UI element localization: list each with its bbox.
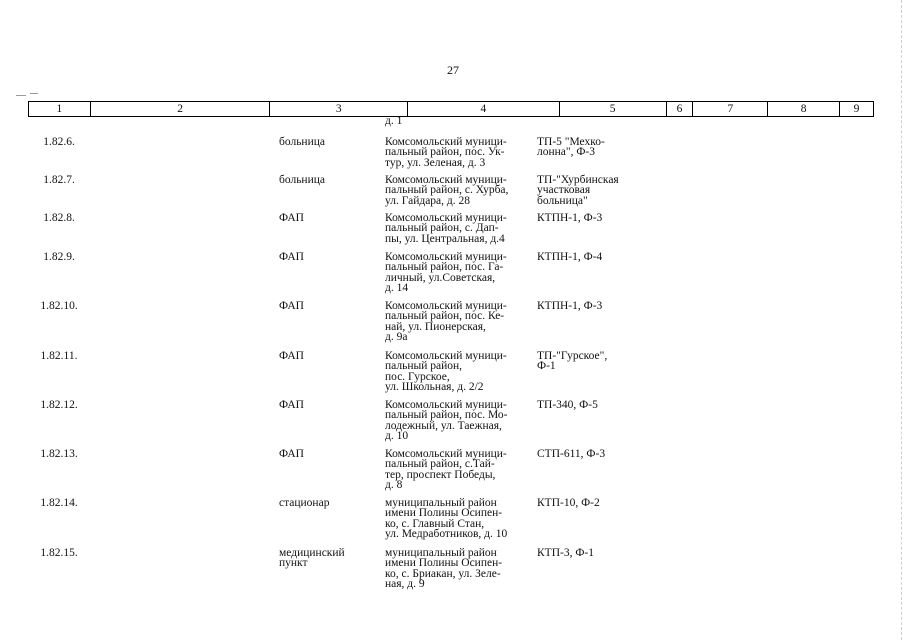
facility-type: медицинский пункт <box>279 547 345 570</box>
table-header-cell: 4 <box>408 102 560 116</box>
facility-address: Комсомольский муници- пальный район, с. Дап- пы, ул. Центральная, д.4 <box>385 212 507 245</box>
row-number: 1.82.10. <box>40 300 78 312</box>
row-number: 1.82.6. <box>43 136 75 148</box>
facility-address: муниципальный район имени Полины Осипен- ко, с. Бриакан, ул. Зеле- ная, д. 9 <box>385 547 503 590</box>
power-source: СТП-611, Ф-3 <box>537 448 606 460</box>
facility-type: ФАП <box>279 300 304 312</box>
facility-type: ФАП <box>279 350 304 362</box>
power-source: КТП-3, Ф-1 <box>537 547 594 559</box>
table-header-cell: 1 <box>29 102 91 116</box>
row-number: 1.82.12. <box>40 399 78 411</box>
scan-edge-line <box>901 0 902 640</box>
power-source: ТП-"Хурбинская участковая больница" <box>537 174 619 207</box>
facility-type: ФАП <box>279 251 304 263</box>
facility-address: Комсомольский муници- пальный район, пос. Ук- тур, ул. Зеленая, д. 3 <box>385 136 507 169</box>
facility-type: больница <box>279 136 325 148</box>
facility-address: Комсомольский муници- пальный район, пос. Ке- най, ул. Пионерская, д. 9а <box>385 300 507 343</box>
row-number: 1.82.15. <box>40 547 78 559</box>
row-number: 1.82.8. <box>43 212 75 224</box>
facility-address: Комсомольский муници- пальный район, пос. Мо- лодежный, ул. Таежная, д. 10 <box>385 399 508 442</box>
facility-type: ФАП <box>279 212 304 224</box>
power-source: КТПН-1, Ф-3 <box>537 212 603 224</box>
table-header-cell: 9 <box>853 103 860 115</box>
facility-address: Комсомольский муници- пальный район, пос. Га- личный, ул.Советская, д. 14 <box>385 251 507 294</box>
facility-address: муниципальный район имени Полины Осипен- ко, с. Главный Стан, ул. Медработников, д. 10 <box>385 497 508 540</box>
row-number: 1.82.14. <box>40 497 78 509</box>
row-number: 1.82.9. <box>43 251 75 263</box>
table-header-cell: 5 <box>560 102 667 116</box>
table-header-cell: 3 <box>270 102 408 116</box>
facility-type: ФАП <box>279 399 304 411</box>
scan-artifact-mark <box>30 93 38 94</box>
power-source: КТПН-1, Ф-3 <box>537 300 603 312</box>
table-header-cell: 7 <box>693 102 768 116</box>
power-source: ТП-340, Ф-5 <box>537 399 598 411</box>
facility-address: Комсомольский муници- пальный район, с.Тай- тер, проспект Победы, д. 8 <box>385 448 507 491</box>
table-header-cell: 8 <box>768 102 840 116</box>
table-header-cell: 6 <box>667 102 694 116</box>
facility-address: Комсомольский муници- пальный район, пос. Гурское, ул. Школьная, д. 2/2 <box>385 350 507 393</box>
facility-type: стационар <box>279 497 330 509</box>
power-source: ТП-5 "Мехко- лонна", Ф-3 <box>537 136 605 159</box>
page-number: 27 <box>447 63 459 77</box>
power-source: ТП-"Гурское", Ф-1 <box>537 350 608 373</box>
scan-artifact-mark <box>16 95 26 96</box>
power-source: КТП-10, Ф-2 <box>537 497 600 509</box>
continuation-text: д. 1 <box>385 115 403 127</box>
row-number: 1.82.7. <box>43 174 75 186</box>
facility-type: ФАП <box>279 448 304 460</box>
facility-address: Комсомольский муници- пальный район, с. Хурба, ул. Гайдара, д. 28 <box>385 174 509 207</box>
facility-type: больница <box>279 174 325 186</box>
row-number: 1.82.13. <box>40 448 78 460</box>
power-source: КТПН-1, Ф-4 <box>537 251 603 263</box>
table-header-row <box>28 101 874 117</box>
table-header-cell: 2 <box>91 102 271 116</box>
row-number: 1.82.11. <box>40 350 78 362</box>
